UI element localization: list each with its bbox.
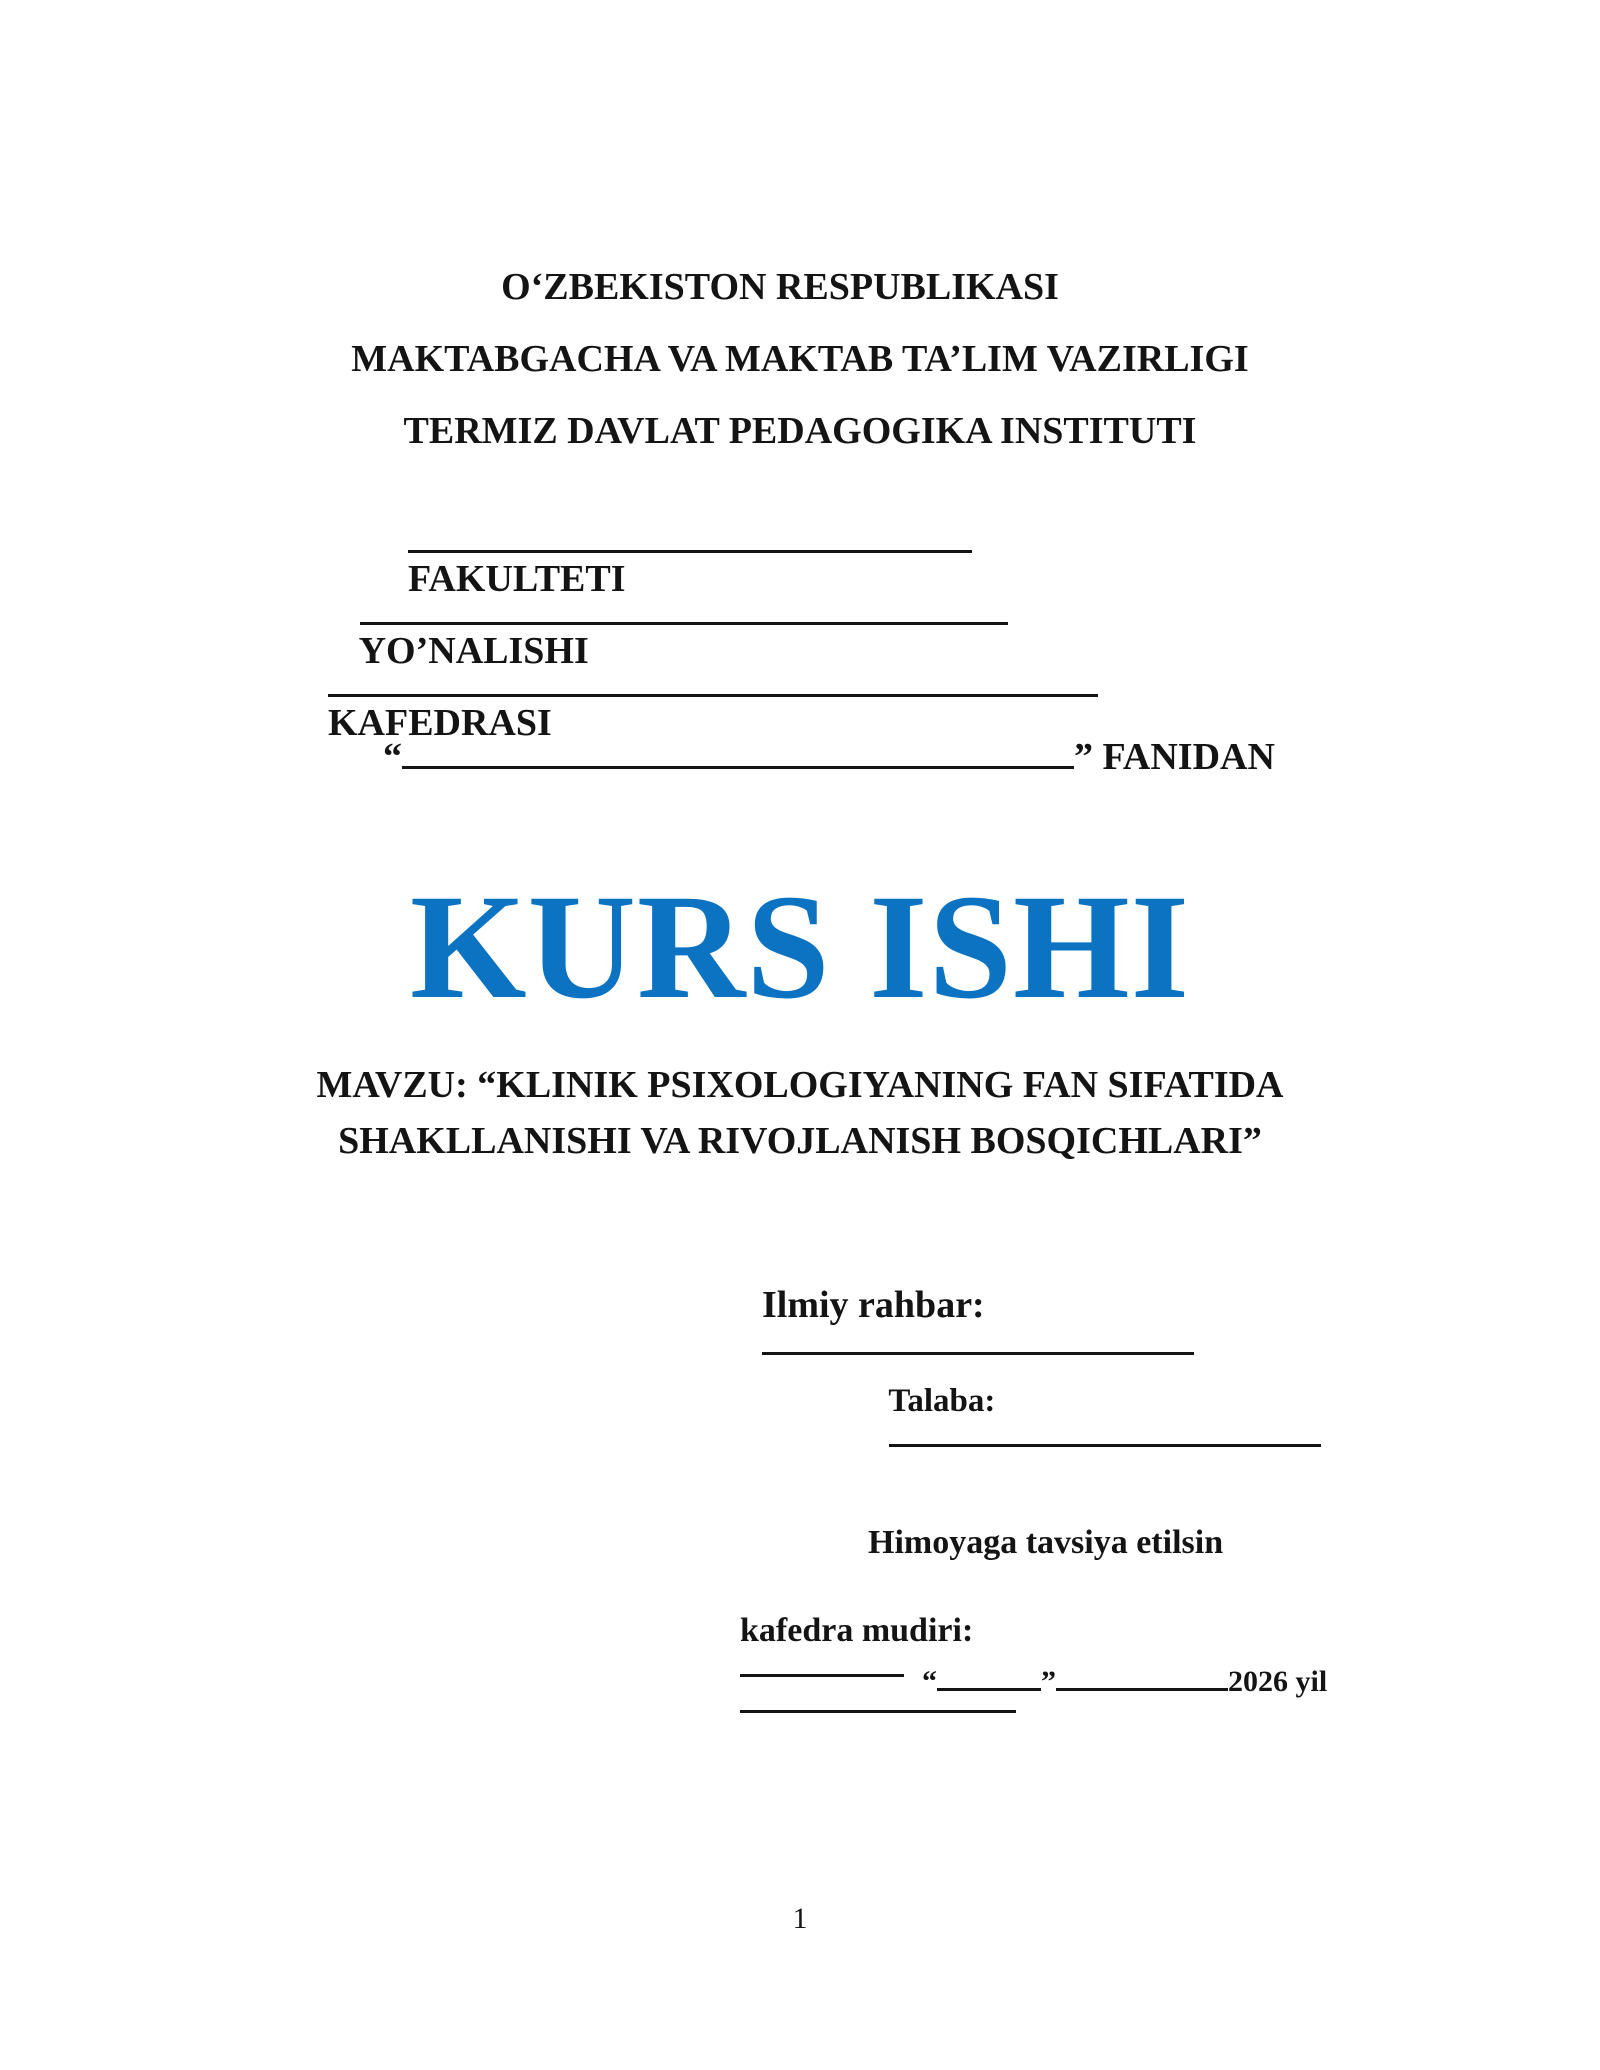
ministry-name: MAKTABGACHA VA MAKTAB TA’LIM VAZIRLIGI: [351, 338, 1249, 380]
subject-line: [345, 700, 1275, 814]
institute-name: TERMIZ DAVLAT PEDAGOGIKA INSTITUTI: [403, 410, 1197, 452]
student-blank: [889, 1418, 1321, 1447]
head-label: kafedra mudiri:: [740, 1612, 974, 1649]
student-line: [856, 1352, 1321, 1487]
subject-blank: [402, 740, 1074, 769]
direction-blank: [360, 596, 1008, 625]
country-name: O‘ZBEKISTON RESPUBLIKASI: [501, 266, 1059, 308]
month-blank: [1056, 1666, 1228, 1691]
defense-note: Himoyaga tavsiya etilsin: [868, 1524, 1224, 1561]
supervisor-label: Ilmiy rahbar:: [762, 1284, 985, 1326]
topic-line-1: MAVZU: “KLINIK PSIXOLOGIYANING FAN SIFATIDA: [316, 1064, 1284, 1106]
direction-label: YO’NALISHI: [358, 630, 589, 672]
date-line: [892, 1636, 1327, 1727]
document-title: KURS ISHI: [409, 864, 1191, 1030]
supervisor-blank: [762, 1326, 1194, 1355]
topic-line-2: SHAKLLANISHI VA RIVOJLANISH BOSQICHLARI”: [338, 1120, 1262, 1162]
subject-open-quote: “: [383, 736, 402, 778]
day-blank: [937, 1666, 1041, 1691]
page-number: 1: [792, 1902, 808, 1935]
head-signature-blank: [740, 1648, 904, 1677]
department-blank: [328, 668, 1098, 697]
student-label: Talaba:: [888, 1383, 996, 1419]
date-open-quote: “: [922, 1665, 937, 1698]
year-label: 2026 yil: [1228, 1665, 1328, 1698]
subject-label: ” FANIDAN: [1074, 736, 1275, 778]
department-label: KAFEDRASI: [328, 702, 552, 744]
faculty-label: FAKULTETI: [408, 558, 626, 600]
faculty-blank: [408, 524, 972, 553]
date-close-quote: ”: [1041, 1665, 1056, 1698]
